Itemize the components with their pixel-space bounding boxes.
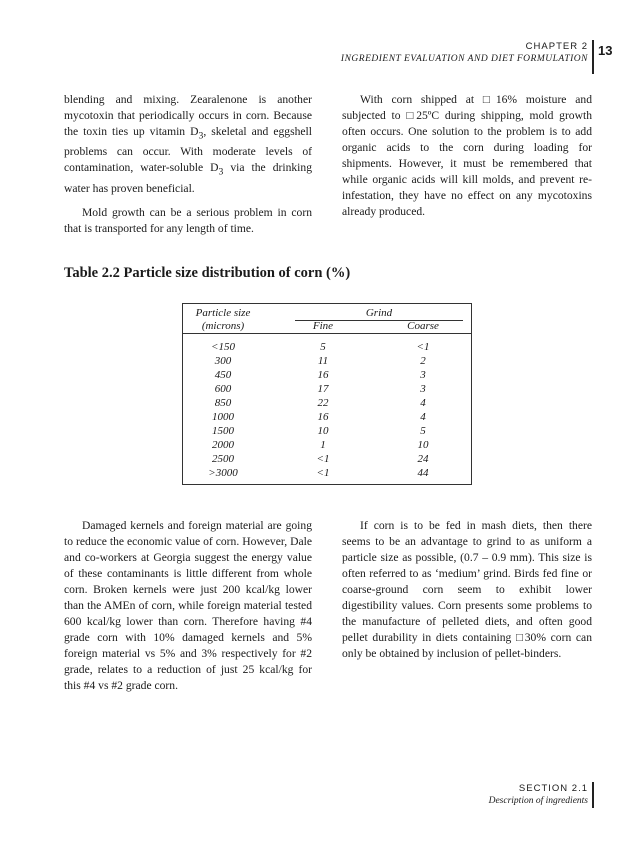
table-cell: 4: [420, 397, 426, 409]
table-cell: 450: [214, 369, 232, 381]
col-header-fine: Fine: [312, 320, 334, 332]
page-number: 13: [598, 43, 613, 58]
table-cell: 850: [214, 397, 232, 409]
coarse-column: [378, 340, 468, 480]
chapter-subtitle: INGREDIENT EVALUATION AND DIET FORMULATION: [340, 54, 588, 64]
top-left-column: [64, 92, 312, 245]
header-divider: [592, 40, 594, 74]
table-cell: 1000: [212, 411, 234, 423]
top-right-column: [342, 92, 592, 228]
col-header-grind: Grind: [365, 307, 393, 319]
table-cell: 1: [320, 439, 326, 451]
table-cell: 300: [214, 355, 232, 367]
table-cell: 10: [417, 439, 429, 451]
text-run: blending and mixing. Zearalenone is another mycotoxin that periodically occurs in corn. Because the toxin ties up vitamin D: [64, 93, 312, 138]
chapter-label: CHAPTER 2: [525, 41, 588, 52]
text-run: via the drinking water has proven beneficial.: [64, 161, 312, 195]
header-line-1: Particle size: [195, 307, 251, 319]
table-cell: <1: [416, 341, 430, 353]
col-header-coarse: Coarse: [407, 320, 439, 332]
bottom-left-column: [64, 518, 312, 702]
paragraph: Damaged kernels and foreign material are going to reduce the economic value of corn. However, Dale and co-workers at Georgia suggest the energy value of these contaminants is little different from whole corn. Broken kernels were just 200 kcal/kg lower than the AMEn of corn, while foreign material tested 600 kcal/kg lower than corn. Therefore having #4 grade corn with 10% damaged kernels and 5% foreign material vs 5% and 3% respectively for #2 grade, relates to a reduction of just 25 kcal/kg for this #4 vs #2 grade corn.: [64, 519, 312, 692]
paragraph: If corn is to be fed in mash diets, then there seems to be an advantage to grind to as uniform a particle size as possible, (0.7 – 0.9 mm). This size is often referred to as ‘medium’ grind. Birds fed fine or coarse-ground corn seem to exhibit lower digestibility values. Corn presents some problems to the manufacture of pelleted diets, and often good pellet durability in diets containing □30% corn can only be obtained by inclusion of pellet-binders.: [342, 519, 592, 660]
table-cell: 1500: [212, 425, 234, 437]
table-cell: 2000: [212, 439, 234, 451]
subscript: 3: [218, 166, 224, 178]
table-cell: 10: [317, 425, 329, 437]
bottom-right-column: [342, 518, 592, 670]
table-title: Table 2.2 Particle size distribution of corn (%): [64, 265, 351, 281]
table-cell: 16: [317, 411, 329, 423]
table-cell: <1: [316, 453, 330, 465]
table-cell: 5: [420, 425, 426, 437]
running-header: [268, 40, 588, 66]
table-cell: 4: [420, 411, 426, 423]
paragraph: [64, 92, 312, 197]
table-cell: 11: [317, 355, 329, 367]
particle-size-column: [183, 340, 263, 480]
table-cell: 2500: [212, 453, 234, 465]
table-cell: 3: [420, 383, 426, 395]
col-header-particle-size: [183, 307, 263, 333]
table-cell: 22: [317, 397, 329, 409]
table-cell: >3000: [208, 467, 238, 479]
particle-size-table: [182, 303, 472, 485]
table-cell: 24: [417, 453, 429, 465]
paragraph: Mold growth can be a serious problem in corn that is transported for any length of time.: [64, 205, 312, 235]
table-cell: 3: [420, 369, 426, 381]
table-cell: 17: [317, 383, 329, 395]
subscript: 3: [198, 130, 204, 142]
section-description: Description of ingredients: [488, 796, 588, 806]
table-cell: 44: [417, 467, 429, 479]
table-cell: 600: [214, 383, 232, 395]
running-footer: [338, 782, 588, 808]
table-cell: <150: [211, 341, 235, 353]
table-cell: 16: [317, 369, 329, 381]
table-cell: 2: [420, 355, 426, 367]
text-run: , skeletal and eggshell problems can occur. With moderate levels of contamination, water-soluble D: [64, 125, 312, 175]
paragraph: With corn shipped at □16% moisture and subjected to □25ºC during shipping, mold growth often occurs. One solution to the problem is to add organic acids to the corn during loading for shipments. However, it must be remembered that while organic acids will kill molds, and prevent re-infestation, they have no effect on any mycotoxins already produced.: [342, 93, 592, 218]
section-label: SECTION 2.1: [518, 783, 588, 794]
header-line-2: (microns): [201, 320, 245, 332]
header-rule: [183, 333, 471, 334]
footer-divider: [592, 782, 594, 808]
table-cell: <1: [316, 467, 330, 479]
table-cell: 5: [320, 341, 326, 353]
fine-column: [283, 340, 363, 480]
